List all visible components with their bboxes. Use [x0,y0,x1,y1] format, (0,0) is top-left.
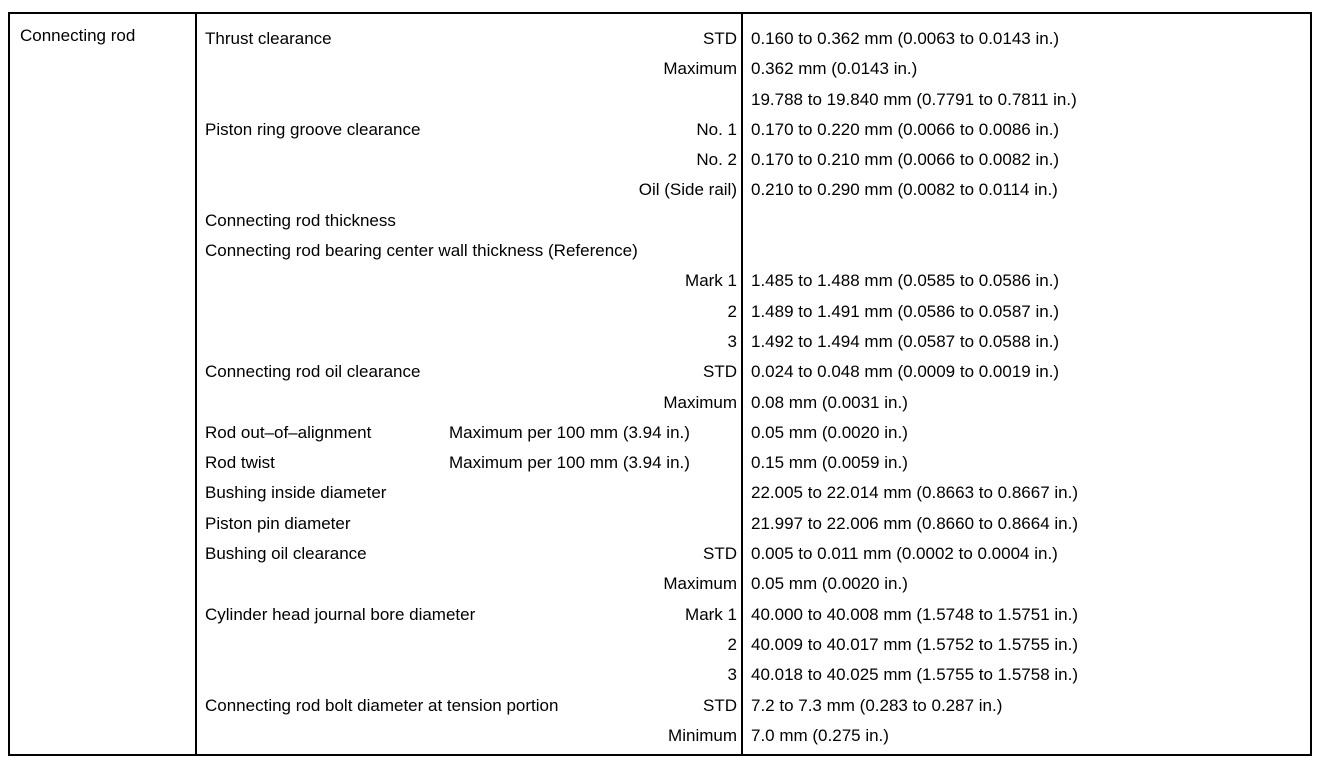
spec-condition: Mark 1 [685,604,737,624]
spec-item-label: Thrust clearance [205,29,332,48]
spec-item-label: Bushing inside diameter [205,483,387,503]
spec-row [197,24,1310,54]
spec-item-label: Connecting rod bearing center wall thickness (Reference) [205,241,638,261]
spec-row [197,448,1310,478]
spec-row [197,509,1310,539]
spec-row [197,660,1310,690]
spec-condition: 2 [727,301,737,321]
spec-rows [197,24,1310,751]
spec-table [8,12,1312,756]
component-name: Connecting rod [20,26,136,45]
spec-row [197,297,1310,327]
spec-condition: Oil (Side rail) [638,180,737,200]
spec-item-label: Bushing oil clearance [205,544,367,564]
spec-row [197,236,1310,266]
spec-row [197,266,1310,296]
spec-value: 0.08 mm (0.0031 in.) [751,392,908,412]
spec-value: 0.05 mm (0.0020 in.) [751,422,908,442]
spec-value: 21.997 to 22.006 mm (0.8660 to 0.8664 in.) [751,513,1079,533]
spec-item-label: Piston ring groove clearance [205,119,421,139]
spec-item-label: Piston pin diameter [205,513,351,533]
spec-condition: STD [703,362,737,382]
spec-item-label: Connecting rod oil clearance [205,362,421,382]
spec-row [197,691,1310,721]
spec-item-label: Connecting rod bolt diameter at tension portion [205,695,559,715]
spec-condition: STD [703,695,737,715]
spec-condition: Maximum [663,392,737,412]
spec-condition: 2 [727,634,737,654]
spec-row [197,721,1310,751]
spec-item-label: Cylinder head journal bore diameter [205,604,476,624]
spec-sub-condition: Maximum per 100 mm (3.94 in.) [449,422,690,442]
spec-value: 40.018 to 40.025 mm (1.5755 to 1.5758 in.) [751,665,1079,685]
spec-row [197,175,1310,205]
spec-condition: 3 [727,331,737,351]
spec-condition: No. 2 [696,150,737,170]
spec-condition: Maximum [663,574,737,594]
spec-row [197,418,1310,448]
spec-row [197,327,1310,357]
spec-value: 0.362 mm (0.0143 in.) [751,59,918,79]
spec-value: 0.005 to 0.011 mm (0.0002 to 0.0004 in.) [751,544,1058,564]
spec-row [197,54,1310,84]
spec-value: 7.2 to 7.3 mm (0.283 to 0.287 in.) [751,695,1003,715]
spec-value: 1.492 to 1.494 mm (0.0587 to 0.0588 in.) [751,331,1060,351]
spec-value: 0.170 to 0.210 mm (0.0066 to 0.0082 in.) [751,150,1060,170]
spec-row [197,478,1310,508]
spec-value: 40.000 to 40.008 mm (1.5748 to 1.5751 in.) [751,604,1079,624]
spec-row [197,600,1310,630]
spec-row [197,85,1310,115]
spec-value: 0.024 to 0.048 mm (0.0009 to 0.0019 in.) [751,362,1060,382]
spec-value: 19.788 to 19.840 mm (0.7791 to 0.7811 in.) [751,89,1077,109]
spec-condition: STD [703,544,737,564]
spec-value: 0.210 to 0.290 mm (0.0082 to 0.0114 in.) [751,180,1058,200]
spec-item-label: Rod twist [205,453,275,473]
spec-value: 0.170 to 0.220 mm (0.0066 to 0.0086 in.) [751,119,1060,139]
spec-condition: No. 1 [696,119,737,139]
spec-condition: STD [703,29,737,48]
spec-row [197,145,1310,175]
spec-row [197,357,1310,387]
spec-condition: Maximum [663,59,737,79]
spec-row [197,388,1310,418]
spec-sub-condition: Maximum per 100 mm (3.94 in.) [449,453,690,473]
spec-row [197,630,1310,660]
spec-value: 22.005 to 22.014 mm (0.8663 to 0.8667 in.) [751,483,1079,503]
spec-value: 40.009 to 40.017 mm (1.5752 to 1.5755 in.) [751,634,1079,654]
spec-condition: 3 [727,665,737,685]
spec-condition: Minimum [668,725,737,745]
spec-item-label: Rod out–of–alignment [205,422,372,442]
spec-row [197,569,1310,599]
spec-value: 0.160 to 0.362 mm (0.0063 to 0.0143 in.) [751,29,1060,48]
spec-value: 7.0 mm (0.275 in.) [751,725,889,745]
spec-value: 0.15 mm (0.0059 in.) [751,453,908,473]
spec-item-label: Connecting rod thickness [205,210,396,230]
spec-condition: Mark 1 [685,271,737,291]
spec-value: 1.489 to 1.491 mm (0.0586 to 0.0587 in.) [751,301,1060,321]
spec-value: 0.05 mm (0.0020 in.) [751,574,908,594]
spec-row [197,206,1310,236]
spec-row [197,539,1310,569]
spec-value: 1.485 to 1.488 mm (0.0585 to 0.0586 in.) [751,271,1060,291]
spec-row [197,115,1310,145]
